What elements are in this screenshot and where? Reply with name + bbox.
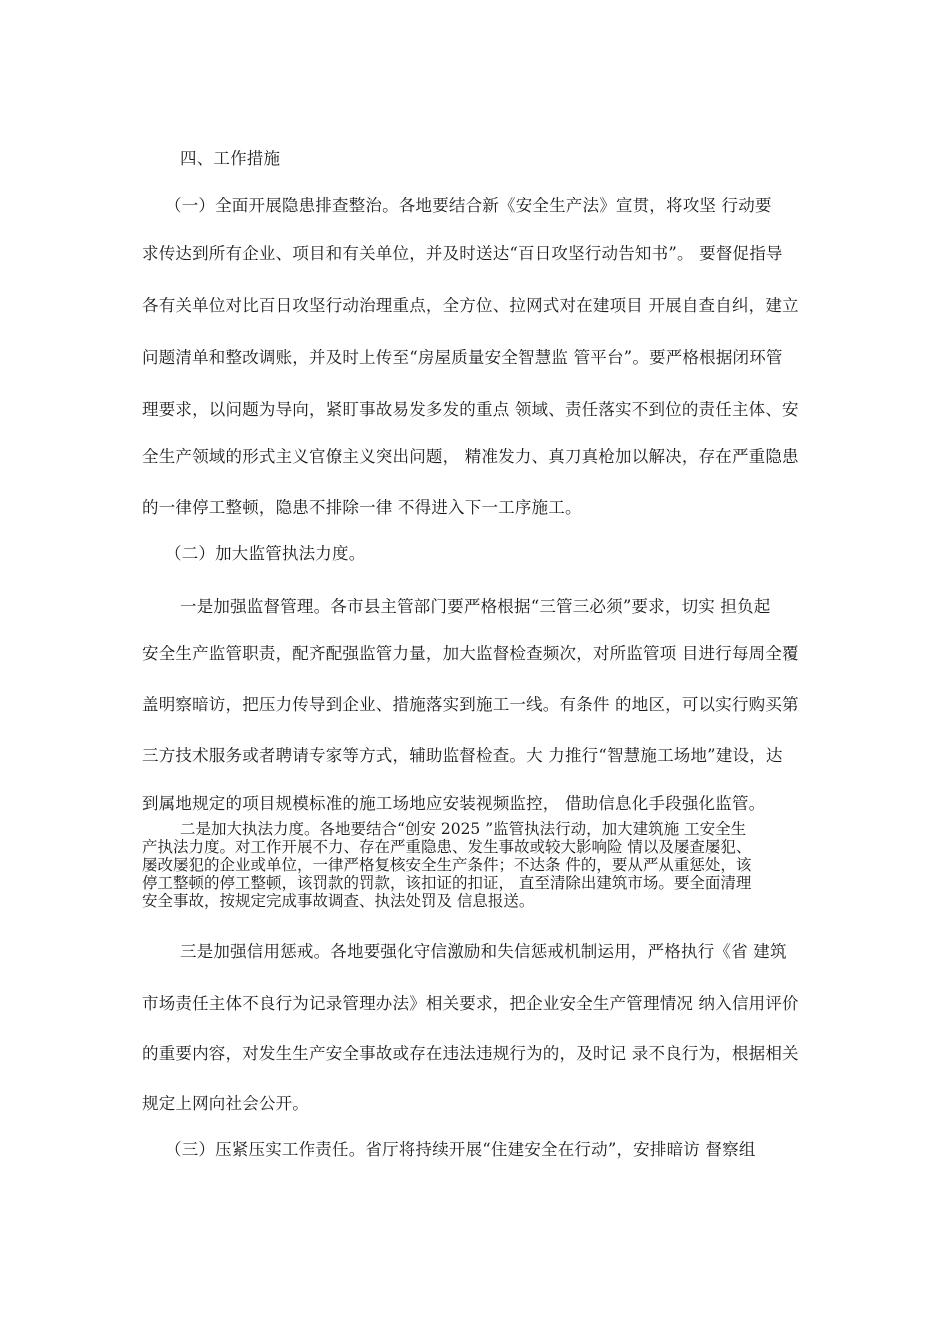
- subsection-heading: （三）压紧压实工作责任。省厅将持续开展“住建安全在行动”，安排暗访 督察组: [165, 1140, 756, 1159]
- paragraph-line: 安全生产监管职责，配齐配强监管力量，加大监督检查频次，对所监管项 目进行每周全覆: [142, 644, 799, 663]
- paragraph-line: 到属地规定的项目规模标准的施工场地应安装视频监控， 借助信息化手段强化监管。: [142, 794, 766, 813]
- dense-line: 产执法力度。对工作开展不力、存在严重隐患、发生事故或较大影响险 情以及屡查屡犯、: [142, 838, 752, 856]
- paragraph-line: 求传达到所有企业、项目和有关单位，并及时送达“百日攻坚行动告知书”。 要督促指导: [142, 244, 783, 263]
- paragraph-line: 问题清单和整改调账，并及时上传至“房屋质量安全智慧监 管平台”。要严格根据闭环管: [142, 348, 783, 367]
- paragraph-line: 一是加强监督管理。各市县主管部门要严格根据“三管三必须”要求，切实 担负起: [180, 597, 771, 616]
- dense-line: 安全事故，按规定完成事故调查、执法处罚及 信息报送。: [142, 892, 535, 910]
- section-heading: 四、工作措施: [180, 149, 281, 168]
- dense-line: 屡改屡犯的企业或单位，一律严格复核安全生产条件；不达条 件的，要从严从重惩处，该: [142, 856, 752, 874]
- dense-line: 停工整顿的停工整顿，该罚款的罚款，该扣证的扣证， 直至清除出建筑市场。要全面清理: [142, 874, 752, 892]
- paragraph-line: 盖明察暗访，把压力传导到企业、措施落实到施工一线。有条件 的地区，可以实行购买第: [142, 695, 799, 714]
- paragraph-line: 各有关单位对比百日攻坚行动治理重点，全方位、拉网式对在建项目 开展自查自纠，建立: [142, 296, 799, 315]
- paragraph-line: 理要求，以问题为导向，紧盯事故易发多发的重点 领域、责任落实不到位的责任主体、安: [142, 400, 799, 419]
- paragraph-line: 三方技术服务或者聘请专家等方式，辅助监督检查。大 力推行“智慧施工场地”建设，达: [142, 746, 783, 765]
- subsection-heading: （二）加大监管执法力度。: [165, 544, 366, 563]
- paragraph-line: 三是加强信用惩戒。各地要强化守信激励和失信惩戒机制运用，严格执行《省 建筑: [180, 942, 787, 961]
- paragraph-line: 市场责任主体不良行为记录管理办法》相关要求，把企业安全生产管理情况 纳入信用评价: [142, 994, 799, 1013]
- paragraph-line: 全生产领域的形式主义官僚主义突出问题， 精准发力、真刀真枪加以解决，存在严重隐患: [142, 447, 799, 466]
- paragraph-line: 规定上网向社会公开。: [142, 1094, 309, 1113]
- dense-line: 二是加大执法力度。各地要结合“创安 2025 ”监管执法行动，加大建筑施 工安全生: [180, 820, 747, 838]
- paragraph-line: 的重要内容，对发生生产安全事故或存在违法违规行为的，及时记 录不良行为，根据相关: [142, 1044, 799, 1063]
- paragraph-line: 的一律停工整顿，隐患不排除一律 不得进入下一工序施工。: [142, 498, 582, 517]
- paragraph-line: （一）全面开展隐患排查整治。各地要结合新《安全生产法》宣贯，将攻坚 行动要: [165, 196, 772, 215]
